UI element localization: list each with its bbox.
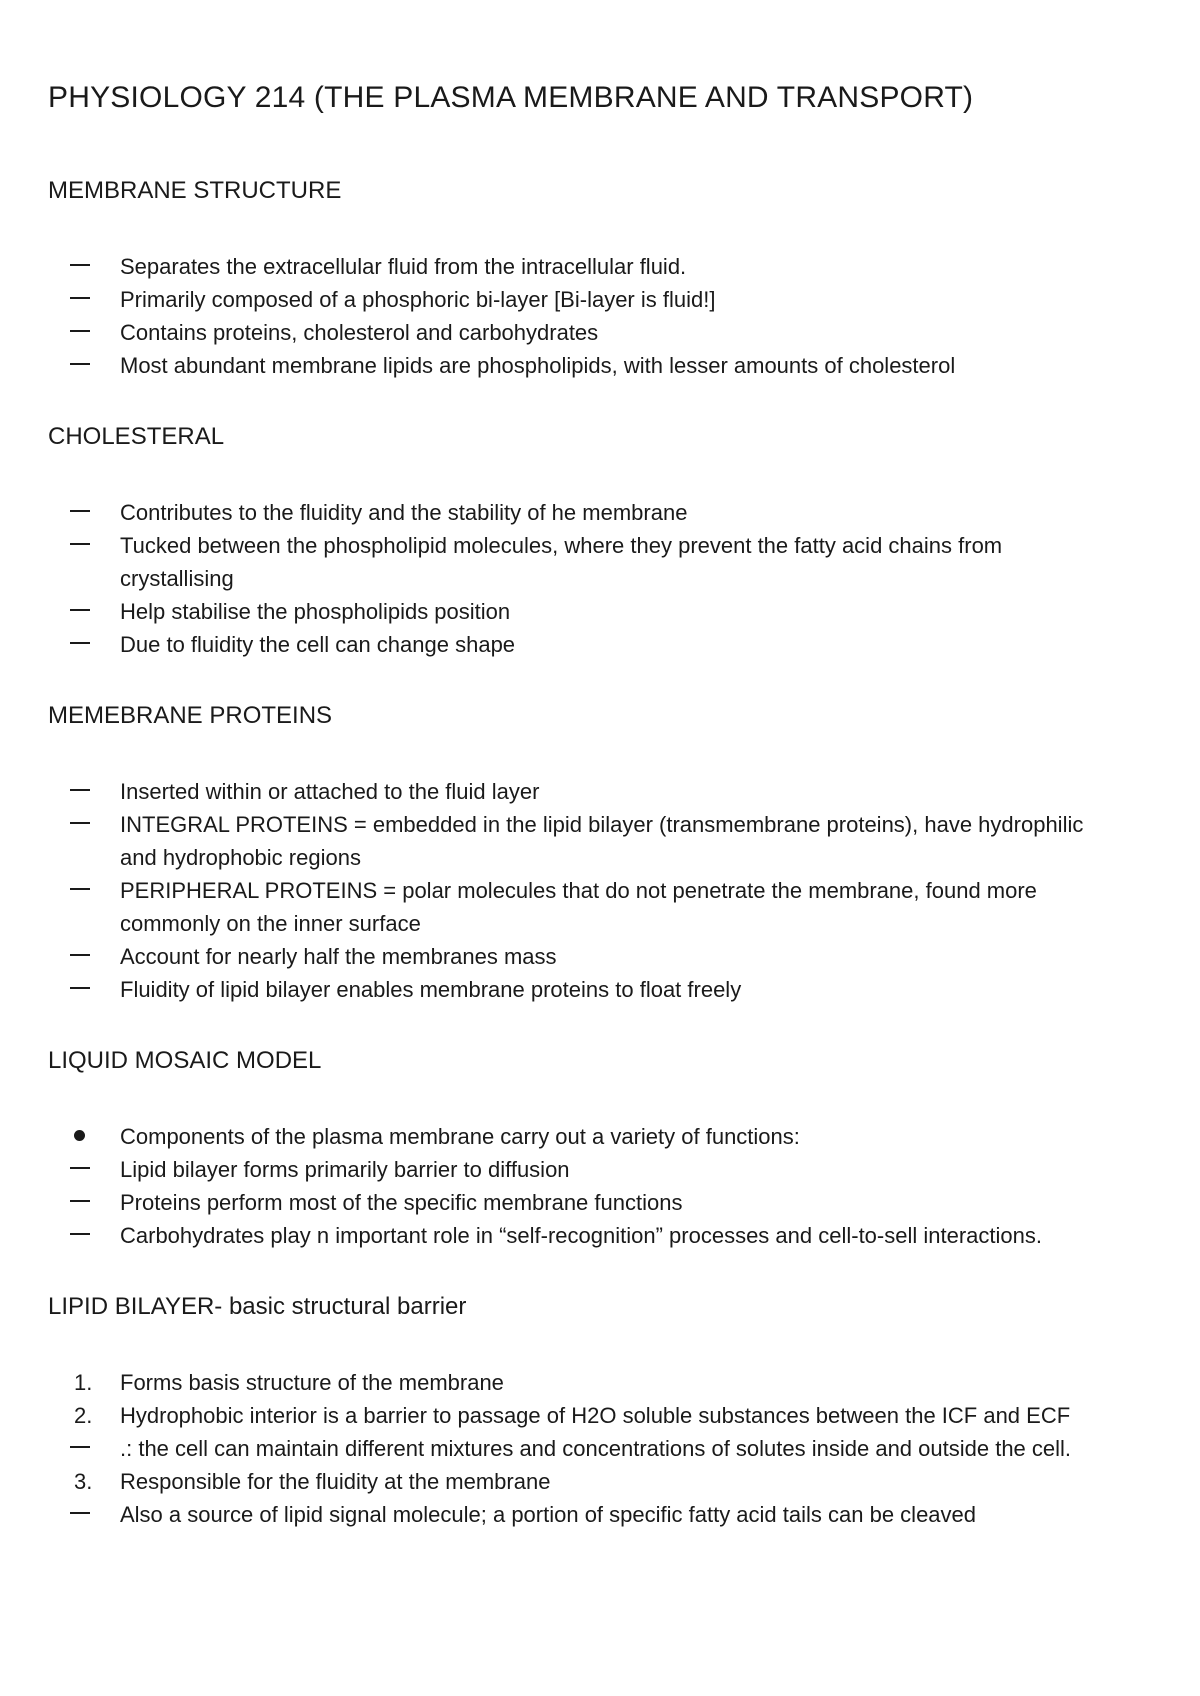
list-item [48,1186,1120,1219]
bullet-dash-icon [48,1153,120,1186]
list-item-text: Fluidity of lipid bilayer enables membrane proteins to float freely [120,977,742,1002]
section-heading: LIPID BILAYER- basic structural barrier [48,1293,467,1320]
list-item [48,1120,1120,1153]
list-item-text: Tucked between the phospholipid molecules, where they prevent the fatty acid chains from crystallising [120,533,1003,591]
list-item [48,808,1120,874]
list-item-text: Hydrophobic interior is a barrier to passage of H2O soluble substances between the ICF and ECF [120,1403,1071,1428]
list-item-text: Proteins perform most of the specific membrane functions [120,1190,683,1215]
list-item-text: Due to fluidity the cell can change shape [120,632,516,657]
list-item-text: Also a source of lipid signal molecule; a portion of specific fatty acid tails can be cleaved [120,1502,977,1527]
list-item [48,973,1120,1006]
list-item [48,775,1120,808]
bullet-dash-icon [48,1498,120,1531]
list-item [48,250,1120,283]
list-number: 1. [74,1370,93,1395]
list-item-text: PERIPHERAL PROTEINS = polar molecules that do not penetrate the membrane, found more commonly on the inner surface [120,878,1037,936]
list-item [48,1399,1120,1432]
list-item-text: Contains proteins, cholesterol and carbohydrates [120,320,599,345]
list-item [48,283,1120,316]
list-item-text: .: the cell can maintain different mixtures and concentrations of solutes inside and outside the cell. [120,1436,1072,1461]
list-item [48,496,1120,529]
section-list [48,775,1120,1006]
list-item [48,1366,1120,1399]
list-item-text: Components of the plasma membrane carry out a variety of functions: [120,1124,800,1149]
bullet-dash-icon [48,529,120,595]
section-heading: LIQUID MOSAIC MODEL [48,1047,322,1074]
bullet-dash-icon [48,316,120,349]
bullet-dash-icon [48,775,120,808]
list-item-text: Responsible for the fluidity at the membrane [120,1469,551,1494]
list-item [48,940,1120,973]
section-heading: CHOLESTERAL [48,423,225,450]
list-item-text: Most abundant membrane lipids are phospholipids, with lesser amounts of cholesterol [120,353,956,378]
bullet-dash-icon [48,250,120,283]
list-item-text: Forms basis structure of the membrane [120,1370,504,1395]
list-item-text: Carbohydrates play n important role in “self-recognition” processes and cell-to-sell interactions. [120,1223,1042,1248]
list-item [48,1432,1120,1465]
list-item [48,1219,1120,1252]
list-item-text: Account for nearly half the membranes mass [120,944,557,969]
bullet-dash-icon [48,283,120,316]
list-number: 3. [74,1469,93,1494]
list-item [48,529,1120,595]
bullet-dash-icon [48,595,120,628]
list-item [48,874,1120,940]
bullet-dash-icon [48,496,120,529]
list-item [48,1153,1120,1186]
section-heading: MEMEBRANE PROTEINS [48,702,333,729]
section-list [48,250,1120,382]
list-item [48,1465,1120,1498]
list-item-text: Contributes to the fluidity and the stability of he membrane [120,500,688,525]
document-body [48,176,1120,1531]
section-list [48,496,1120,661]
bullet-dash-icon [48,1219,120,1252]
list-item [48,628,1120,661]
list-item-text: Lipid bilayer forms primarily barrier to diffusion [120,1157,570,1182]
document-title: PHYSIOLOGY 214 (THE PLASMA MEMBRANE AND TRANSPORT) [48,81,974,114]
bullet-dash-icon [48,1432,120,1465]
list-item-text: INTEGRAL PROTEINS = embedded in the lipid bilayer (transmembrane proteins), have hydrophilic and hydrophobic regions [120,812,1084,870]
list-item-text: Primarily composed of a phosphoric bi-layer [Bi-layer is fluid!] [120,287,716,312]
section-list [48,1366,1120,1531]
list-item [48,595,1120,628]
list-item [48,316,1120,349]
bullet-dot-icon [48,1120,120,1153]
section-list [48,1120,1120,1252]
bullet-dash-icon [48,628,120,661]
list-item-text: Separates the extracellular fluid from the intracellular fluid. [120,254,687,279]
list-number: 2. [74,1403,93,1428]
bullet-dash-icon [48,874,120,940]
list-item [48,349,1120,382]
bullet-dash-icon [48,973,120,1006]
bullet-dash-icon [48,349,120,382]
bullet-dash-icon [48,808,120,874]
bullet-dash-icon [48,1186,120,1219]
list-item-text: Inserted within or attached to the fluid layer [120,779,540,804]
section-heading: MEMBRANE STRUCTURE [48,177,342,204]
list-item-text: Help stabilise the phospholipids position [120,599,511,624]
list-item [48,1498,1120,1531]
bullet-dash-icon [48,940,120,973]
